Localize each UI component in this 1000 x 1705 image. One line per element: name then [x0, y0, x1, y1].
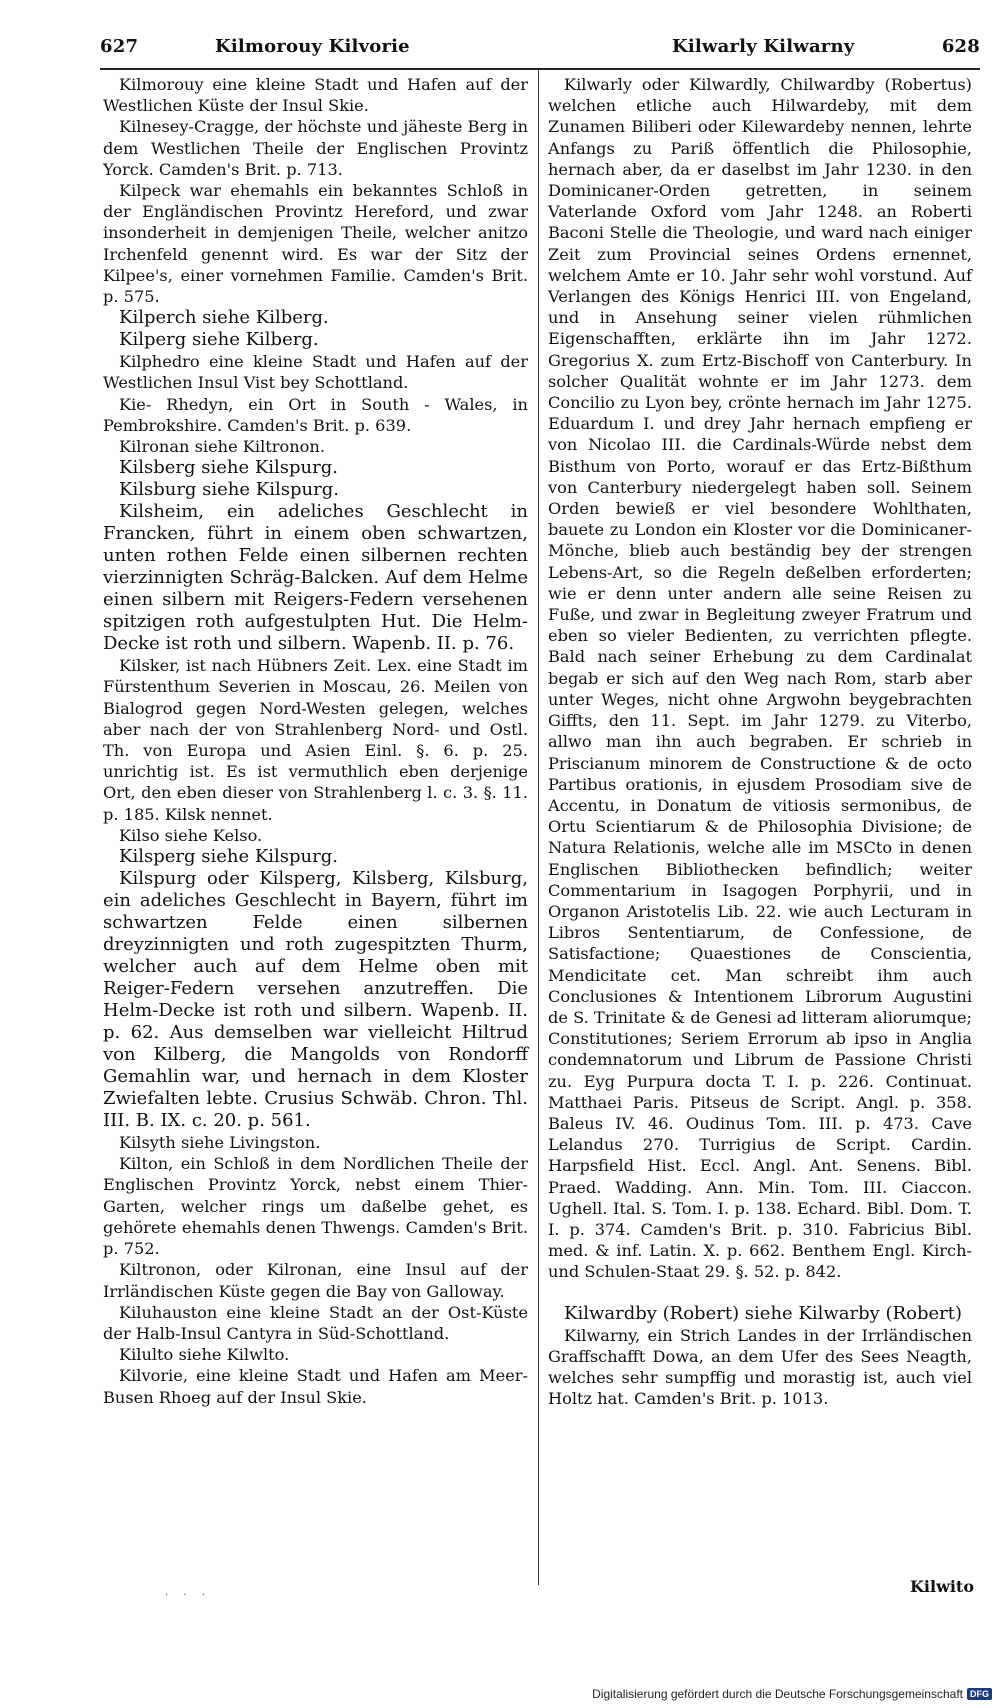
entry-kilsker: Kilsker, ist nach Hübners Zeit. Lex. eine Stadt im Fürstenthum Severien in Moscau, 26. Meilen von Bialogrod gegen Nord-Westen gelegen, welches aber nach der von Strahlenberg Nord- und Ostl. Th. von Europa und Asien Einl. §. 6. p. 25. unrichtig ist. Es ist vermuthlich eben derjenige Ort, den eben dieser von Strahlenberg l. c. 3. §. 11. p. 185. Kilsk nennet. [103, 656, 528, 824]
dfg-logo: DFG [967, 1688, 992, 1700]
left-column [103, 74, 528, 1408]
footer-text: Digitalisierung gefördert durch die Deutsche Forschungsgemeinschaft [592, 1687, 963, 1701]
right-page-number: 628 [941, 36, 980, 57]
left-page-number: 627 [100, 36, 139, 57]
right-column [548, 74, 972, 1409]
entry-kilperg: Kilperg siehe Kilberg. [119, 329, 319, 351]
entry-kilsyth: Kilsyth siehe Livingston. [119, 1133, 321, 1153]
entry-kilronan: Kilronan siehe Kiltronon. [119, 437, 325, 457]
header-rule [100, 68, 980, 70]
entry-kilperch: Kilperch siehe Kilberg. [119, 307, 329, 329]
entry-kilpeck: Kilpeck war ehemahls ein bekanntes Schloß in der Engländischen Provintz Hereford, und zwar insonderheit in demjenigen Theile, welcher anitzo Irchenfeld genennt wird. Es war der Sitz der Kilpee's, einer vornehmen Familie. Camden's Brit. p. 575. [103, 181, 528, 307]
entry-kilso: Kilso siehe Kelso. [119, 825, 263, 845]
entry-kilton: Kilton, ein Schloß in dem Nordlichen Theile der Englischen Provintz Yorck, nebst einem Thier-Garten, welcher rings um daßelbe gehet, es gehörete ehemahls denen Thwengs. Camden's Brit. p. 752. [103, 1154, 528, 1259]
entry-kilwarny: Kilwarny, ein Strich Landes in der Irrländischen Graffschafft Dowa, an dem Ufer des Sees Neagth, welches sehr sumpffig und morastig ist, auch viel Holtz hat. Camden's Brit. p. 1013. [548, 1325, 972, 1409]
entry-kilspurg: Kilspurg oder Kilsperg, Kilsberg, Kilsburg, ein adeliches Geschlecht in Bayern, führt im schwartzen Felde einen silbernen dreyzinnigten und roth zugespitzten Thurm, welcher auch auf dem Helme oben mit Reiger-Federn versehen anzutreffen. Die Helm-Decke ist roth und silbern. Wapenb. II. p. 62. Aus demselben war vielleicht Hiltrud von Kilberg, die Mangolds von Rondorff Gemahlin war, und hernach in dem Kloster Zwiefalten lebte. Crusius Schwäb. Chron. Thl. III. B. IX. c. 20. p. 561. [103, 868, 528, 1132]
catchword: Kilwito [910, 1577, 974, 1596]
running-header [100, 36, 980, 66]
scan-specks: · · · [165, 1590, 211, 1601]
left-guide-words: Kilmorouy Kilvorie [215, 36, 410, 57]
entry-kilsheim: Kilsheim, ein adeliches Geschlecht in Francken, führt in einem oben schwartzen, unten rothen Felde einen silbernen rechten vierzinnigten Schräg-Balcken. Auf dem Helme einen silbern mit Reigers-Federn versehenen spitzigen roth aufgestulpten Hut. Die Helm-Decke ist roth und silbern. Wapenb. II. p. 76. [103, 501, 528, 655]
entry-kilvorie: Kilvorie, eine kleine Stadt und Hafen am Meer-Busen Rhoeg auf der Insul Skie. [103, 1366, 528, 1407]
entry-kilsberg: Kilsberg siehe Kilspurg. [119, 457, 338, 479]
entry-kiltronon: Kiltronon, oder Kilronan, eine Insul auf der Irrländischen Küste gegen die Bay von Galloway. [103, 1260, 528, 1301]
entry-kie-rhedyn: Kie- Rhedyn, ein Ort in South - Wales, in Pembrokshire. Camden's Brit. p. 639. [103, 394, 528, 435]
entry-kilwardby: Kilwardby (Robert) siehe Kilwarby (Robert) [564, 1302, 962, 1324]
entry-kilsperg: Kilsperg siehe Kilspurg. [119, 846, 338, 868]
entry-kilwarly: Kilwarly oder Kilwardly, Chilwardby (Robertus) welchen etliche auch Hilwardeby, mit dem Zunamen Biliberi oder Kilewardeby nennen, lehrte Anfangs zu Pariß öffentlich die Philosophie, hernach aber, da er daselbst im Jahr 1230. in den Dominicaner-Orden getretten, in seinem Vaterlande Oxford vom Jahr 1248. an Roberti Baconi Stelle die Theologie, und ward nach einiger Zeit zum Provincial seines Ordens ernennet, welchem Amte er 10. Jahr sehr wohl vorstund. Auf Verlangen des Königs Henrici III. von Engeland, und in Ansehung seiner vielen rühmlichen Eigenschafften, erklärte ihn im Jahr 1272. Gregorius X. zum Ertz-Bischoff von Canterbury. In solcher Qualität wohnte er im Jahr 1273. dem Concilio zu Lyon bey, crönte hernach im Jahr 1275. Eduardum I. und drey Jahr hernach empfieng er von Nicolao III. die Cardinals-Würde nebst dem Bisthum von Porto, worauf er das Ertz-Bißthum von Canterbury niedergelegt haben soll. Seinem Orden bewieß er viel besondere Wohlthaten, bauete zu London ein Kloster vor die Dominicaner-Mönche, blieb auch beständig bey der strengen Lebens-Art, so die Regeln deßelben erforderten; wie er denn unter andern alle seine Reisen zu Fuße, und zwar in Begleitung zweyer Fratrum und eben so vieler Bedienten, zu verrichten pflegte. Bald nach seiner Erhebung zu dem Cardinalat begab er sich auf den Weg nach Rom, starb aber unter Weges, nicht ohne Argwohn beygebrachten Giffts, den 11. Sept. im Jahr 1279. zu Viterbo, allwo man ihn auch begraben. Er schrieb in Priscianum minorem de Constructione & de octo Partibus orationis, in ejusdem Prosodiam sive de Accentu, in Donatum de vitiosis sermonibus, de Ortu Scientiarum & de Philosophia Divisione; de Natura Relationis, welche alle im MSCto in denen Englischen Bibliothecken befindlich; weiter Commentarium in Isagogen Porphyrii, und in Organon Aristotelis Lib. 22. wie auch Lecturam in Libros Sententiarum, de Confessione, de Satisfactione; Quaestiones de Conscientia, Mendicitate cet. Man schreibt ihm auch Conclusiones & Intentionem Librorum Augustini de S. Trinitate & de Genesi ad litteram aliorumque; Constitutiones; Seriem Errorum ab ipso in Anglia condemnatorum und Librum de Passione Christi zu. Eyg Purpura docta T. I. p. 226. Continuat. Matthaei Paris. Pitseus de Script. Angl. p. 358. Baleus IV. 46. Oudinus Tom. III. p. 473. Cave Lelandus 270. Turrigius de Script. Cardin. Harpsfield Hist. Eccl. Angl. Ant. Senens. Bibl. Praed. Wadding. Ann. Min. Tom. III. Ciaccon. Ughell. Ital. S. Tom. I. p. 138. Echard. Bibl. Dom. T. I. p. 374. Camden's Brit. p. 310. Fabricius Bibl. med. & inf. Latin. X. p. 662. Benthem Engl. Kirch- und Schulen-Staat 29. §. 52. p. 842. [548, 75, 972, 1282]
column-divider [538, 70, 539, 1585]
entry-kilnesey-cragge: Kilnesey-Cragge, der höchste und jäheste Berg in dem Westlichen Theile der Englischen Provintz Yorck. Camden's Brit. p. 713. [103, 117, 528, 179]
digitization-footer [592, 1687, 992, 1701]
right-guide-words: Kilwarly Kilwarny [672, 36, 855, 57]
entry-kilphedro: Kilphedro eine kleine Stadt und Hafen auf der Westlichen Insul Vist bey Schottland. [103, 352, 528, 393]
entry-kilmorouy: Kilmorouy eine kleine Stadt und Hafen auf der Westlichen Küste der Insul Skie. [103, 75, 528, 116]
entry-kilulto: Kilulto siehe Kilwlto. [119, 1345, 290, 1365]
entry-kilsburg: Kilsburg siehe Kilspurg. [119, 479, 339, 501]
entry-kiluhauston: Kiluhauston eine kleine Stadt an der Ost-Küste der Halb-Insul Cantyra in Süd-Schottland. [103, 1302, 528, 1343]
